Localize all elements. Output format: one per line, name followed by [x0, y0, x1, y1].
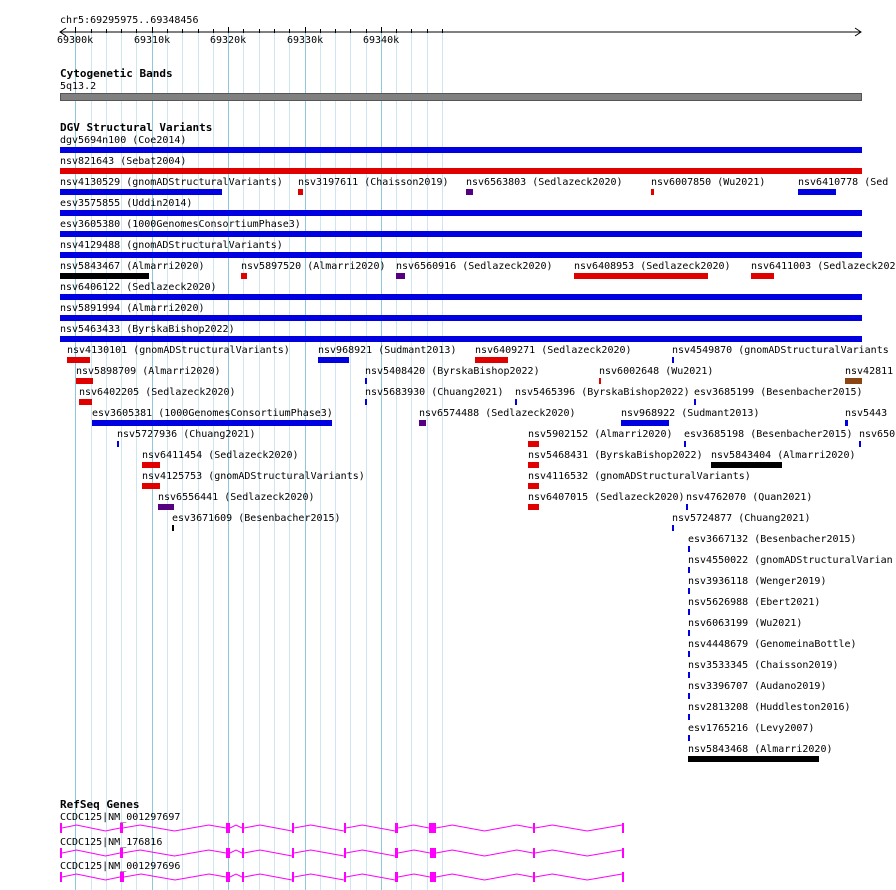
variant-label: nsv968922 (Sudmant2013)	[621, 408, 760, 419]
variant-label: esv3605381 (1000GenomesConsortiumPhase3)	[92, 408, 333, 419]
variant-label: nsv5898709 (Almarri2020)	[76, 366, 221, 377]
variant-label: nsv5465396 (ByrskaBishop2022)	[515, 387, 690, 398]
variant-label: nsv4130529 (gnomADStructuralVariants)	[60, 177, 283, 188]
variant-label: nsv5897520 (Almarri2020)	[241, 261, 386, 272]
exon	[242, 848, 244, 858]
variant-label: nsv3533345 (Chaisson2019)	[688, 660, 839, 671]
variant-label: nsv5843467 (Almarri2020)	[60, 261, 205, 272]
variant-label: nsv5902152 (Almarri2020)	[528, 429, 673, 440]
exon	[430, 848, 436, 858]
variant-label: nsv6410778 (Sed	[798, 177, 889, 188]
intron	[346, 850, 395, 856]
variant-label: nsv6574488 (Sedlazeck2020)	[419, 408, 576, 419]
variant-label: nsv6408953 (Sedlazeck2020)	[574, 261, 731, 272]
intron	[124, 874, 226, 880]
variant-label: nsv4129488 (gnomADStructuralVariants)	[60, 240, 283, 251]
variant-label: nsv5408420 (ByrskaBishop2022)	[365, 366, 540, 377]
intron	[62, 874, 120, 880]
exon	[430, 872, 436, 882]
intron	[294, 850, 344, 856]
variant-label: esv3575855 (Uddin2014)	[60, 198, 193, 209]
exon	[395, 872, 398, 882]
variant-label: nsv4549870 (gnomADStructuralVariants	[672, 345, 889, 356]
variant-label: nsv6002648 (Wu2021)	[599, 366, 714, 377]
intron	[436, 874, 533, 880]
variant-label: nsv42811	[845, 366, 894, 377]
exon	[226, 872, 230, 882]
variant-label: nsv5683930 (Chuang2021)	[365, 387, 504, 398]
transcript-label: CCDC125|NM_001297696	[60, 861, 181, 872]
variant-label: nsv5843404 (Almarri2020)	[711, 450, 856, 461]
ruler-tick-label: 69310k	[134, 35, 171, 46]
intron	[294, 825, 344, 831]
gene-model[interactable]	[60, 872, 624, 882]
intron	[230, 825, 242, 828]
variant-label: nsv5463433 (ByrskaBishop2022)	[60, 324, 235, 335]
locus-label: chr5:69295975..69348456	[60, 15, 199, 26]
exon	[344, 872, 346, 882]
cytoband-label: 5q13.2	[60, 81, 97, 92]
variant-label: nsv3396707 (Audano2019)	[688, 681, 827, 692]
intron	[62, 850, 120, 856]
intron	[346, 825, 395, 831]
variant-label: nsv6406122 (Sedlazeck2020)	[60, 282, 217, 293]
exon	[533, 823, 535, 833]
exon	[120, 848, 123, 858]
variant-label: nsv650	[859, 429, 896, 440]
variant-label: nsv6063199 (Wu2021)	[688, 618, 803, 629]
intron	[230, 874, 242, 877]
variant-label: nsv3197611 (Chaisson2019)	[298, 177, 449, 188]
variant-label: esv3667132 (Besenbacher2015)	[688, 534, 857, 545]
variant-label: nsv4762070 (Quan2021)	[686, 492, 813, 503]
intron	[398, 825, 429, 828]
intron	[346, 874, 395, 880]
gene-model[interactable]	[60, 823, 624, 833]
exon	[344, 823, 346, 833]
variant-label: dgv5694n100 (Coe2014)	[60, 135, 187, 146]
intron	[244, 825, 292, 831]
track-title-refseq: RefSeq Genes	[60, 798, 140, 811]
exon	[226, 823, 230, 833]
exon	[622, 848, 624, 858]
intron	[123, 850, 226, 856]
intron	[62, 825, 120, 831]
variant-label: esv3685198 (Besenbacher2015)	[684, 429, 853, 440]
variant-label: nsv6409271 (Sedlazeck2020)	[475, 345, 632, 356]
variant-label: nsv5724877 (Chuang2021)	[672, 513, 811, 524]
variant-label: nsv6556441 (Sedlazeck2020)	[158, 492, 315, 503]
track-title-cytobands: Cytogenetic Bands	[60, 67, 173, 80]
ruler-tick-label: 69320k	[210, 35, 247, 46]
variant-label: nsv4125753 (gnomADStructuralVariants)	[142, 471, 365, 482]
variant-label: nsv4550022 (gnomADStructuralVarian	[688, 555, 893, 566]
variant-label: nsv5626988 (Ebert2021)	[688, 597, 821, 608]
variant-label: esv3671609 (Besenbacher2015)	[172, 513, 341, 524]
exon	[120, 823, 123, 833]
variant-label: nsv6411454 (Sedlazeck2020)	[142, 450, 299, 461]
exon	[395, 848, 398, 858]
exon	[60, 823, 62, 833]
exon	[429, 823, 436, 833]
variant-label: esv3685199 (Besenbacher2015)	[694, 387, 863, 398]
variant-label: nsv3936118 (Wenger2019)	[688, 576, 827, 587]
variant-label: esv3605380 (1000GenomesConsortiumPhase3)	[60, 219, 301, 230]
intron	[535, 850, 622, 856]
exon	[533, 872, 535, 882]
exon	[395, 823, 398, 833]
variant-label: nsv6560916 (Sedlazeck2020)	[396, 261, 553, 272]
variant-label: nsv6407015 (Sedlazeck2020)	[528, 492, 685, 503]
exon	[344, 848, 346, 858]
exon	[120, 872, 124, 882]
intron	[535, 874, 622, 880]
variant-label: nsv4448679 (GenomeinaBottle)	[688, 639, 857, 650]
exon	[242, 872, 244, 882]
intron	[294, 874, 344, 880]
ruler-tick-label: 69300k	[57, 35, 94, 46]
variant-label: nsv5443	[845, 408, 888, 419]
variant-label: nsv5843468 (Almarri2020)	[688, 744, 833, 755]
variant-label: nsv4116532 (gnomADStructuralVariants)	[528, 471, 751, 482]
exon	[292, 872, 294, 882]
variant-label: nsv6007850 (Wu2021)	[651, 177, 766, 188]
exon	[60, 848, 62, 858]
exon	[292, 848, 294, 858]
intron	[535, 825, 622, 831]
exon	[622, 872, 624, 882]
variant-label: nsv4130101 (gnomADStructuralVariants)	[67, 345, 290, 356]
variant-label: nsv6563803 (Sedlazeck2020)	[466, 177, 623, 188]
exon	[60, 872, 62, 882]
variant-label: esv1765216 (Levy2007)	[688, 723, 815, 734]
transcript-label: CCDC125|NM_176816	[60, 837, 163, 848]
ruler-tick-label: 69340k	[363, 35, 400, 46]
transcript-label: CCDC125|NM_001297697	[60, 812, 181, 823]
variant-label: nsv5468431 (ByrskaBishop2022)	[528, 450, 703, 461]
variant-label: nsv5727936 (Chuang2021)	[117, 429, 256, 440]
exon	[533, 848, 535, 858]
exon	[242, 823, 244, 833]
intron	[436, 825, 533, 831]
exon	[226, 848, 230, 858]
variant-label: nsv2813208 (Huddleston2016)	[688, 702, 851, 713]
intron	[244, 850, 292, 856]
exon	[292, 823, 294, 833]
variant-label: nsv968921 (Sudmant2013)	[318, 345, 457, 356]
exon	[622, 823, 624, 833]
track-title-dgv: DGV Structural Variants	[60, 121, 213, 134]
intron	[244, 874, 292, 880]
variant-label: nsv5891994 (Almarri2020)	[60, 303, 205, 314]
intron	[398, 850, 430, 853]
intron	[398, 874, 430, 877]
gene-model[interactable]	[60, 848, 624, 858]
intron	[230, 850, 242, 853]
variant-label: nsv6411003 (Sedlazeck202	[751, 261, 896, 272]
intron	[123, 825, 226, 831]
intron	[436, 850, 533, 856]
ruler-tick-label: 69330k	[287, 35, 324, 46]
variant-label: nsv6402205 (Sedlazeck2020)	[79, 387, 236, 398]
variant-label: nsv821643 (Sebat2004)	[60, 156, 187, 167]
